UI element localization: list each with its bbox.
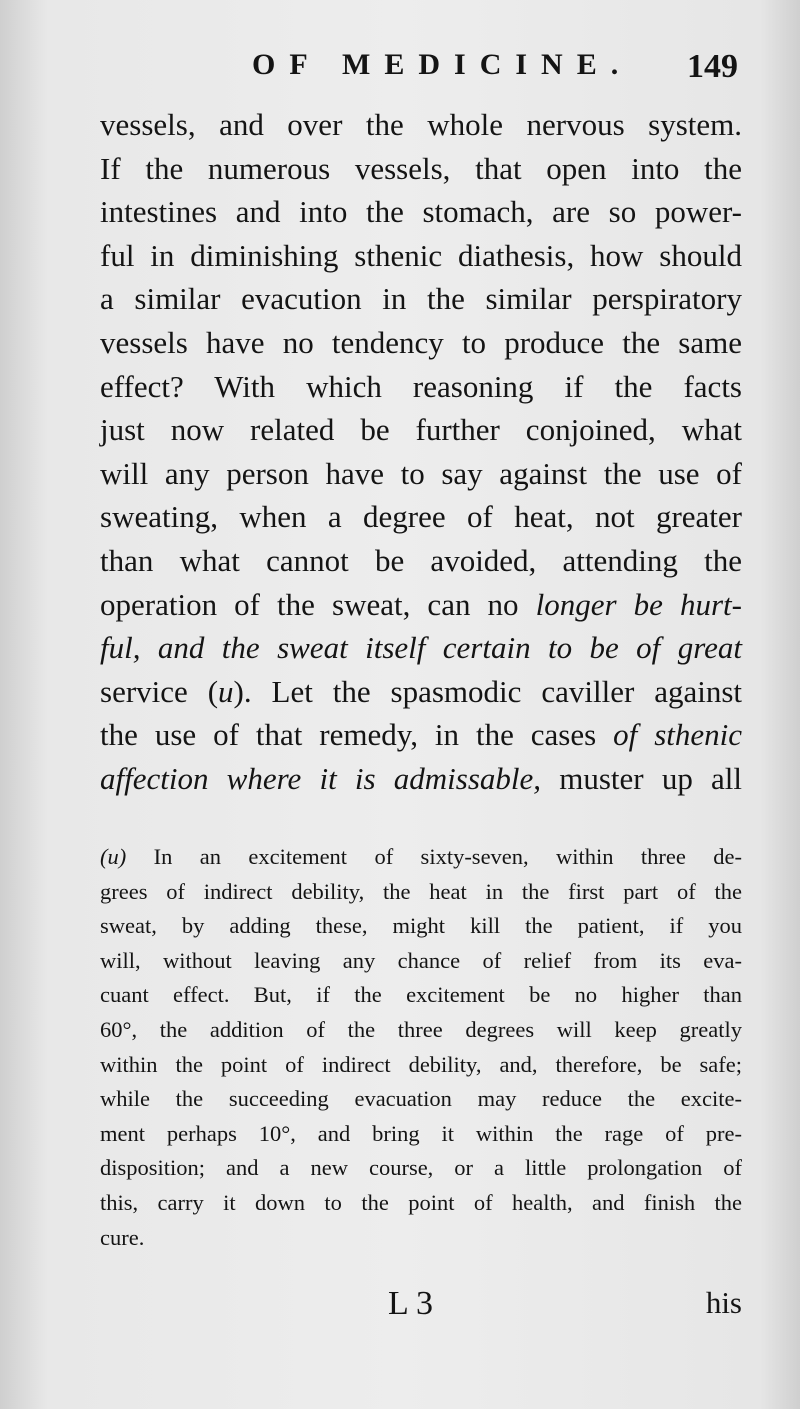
footnote-line <box>100 840 742 875</box>
text-line <box>100 277 742 321</box>
text-run: grees of indirect debility, the heat in the first part of the <box>100 878 742 904</box>
italic-text-run: ful, and the sweat itself certain to be of great <box>100 630 742 666</box>
text-line <box>100 495 742 539</box>
footnote-line <box>100 1221 742 1256</box>
footnote-line <box>100 1186 742 1221</box>
text-line <box>100 147 742 191</box>
text-line <box>100 539 742 583</box>
text-run: within the point of indirect debility, and, therefore, be safe; <box>100 1051 742 1077</box>
text-run: ). Let the spasmodic caviller against <box>233 673 743 709</box>
footnote-line <box>100 1117 742 1152</box>
text-run: than what cannot be avoided, attending the <box>100 542 742 578</box>
text-run: muster up all <box>541 760 743 796</box>
text-run: the use of that remedy, in the cases <box>100 717 614 753</box>
footnote-line <box>100 1013 742 1048</box>
footnote-line <box>100 909 742 944</box>
text-line <box>100 365 742 409</box>
text-line <box>100 408 742 452</box>
footnote-line <box>100 1048 742 1083</box>
text-run: 60°, the addition of the three degrees will keep greatly <box>100 1016 742 1042</box>
text-run: cuant effect. But, if the excitement be no higher than <box>100 982 742 1008</box>
footnote-line <box>100 1082 742 1117</box>
footnote-line <box>100 944 742 979</box>
text-run: ment perhaps 10°, and bring it within the rage of pre- <box>100 1120 742 1146</box>
text-line <box>100 626 742 670</box>
text-line <box>100 321 742 365</box>
text-run: will any person have to say against the use of <box>100 455 742 491</box>
text-line <box>100 190 742 234</box>
text-line <box>100 234 742 278</box>
text-line <box>100 103 742 147</box>
footnote-line <box>100 1151 742 1186</box>
text-run: sweat, by adding these, might kill the patient, if you <box>100 913 742 939</box>
text-run: cure. <box>100 1224 145 1250</box>
footnote-line <box>100 978 742 1013</box>
signature-mark: L 3 <box>388 1285 434 1322</box>
italic-text-run: (u) <box>100 844 127 869</box>
text-run: vessels, and over the whole nervous system. <box>100 107 742 142</box>
italic-text-run: u <box>218 673 234 709</box>
text-run: operation of the sweat, can no <box>100 586 536 622</box>
footnote-line <box>100 875 742 910</box>
text-run: effect? With which reasoning if the facts <box>100 368 742 404</box>
text-line <box>100 583 742 627</box>
text-run: just now related be further conjoined, what <box>100 412 742 448</box>
text-line <box>100 757 742 801</box>
text-run: In an excitement of sixty-seven, within three de- <box>126 844 742 869</box>
italic-text-run: affection where it is admissable, <box>100 760 542 796</box>
text-line <box>100 452 742 496</box>
text-run: ful in diminishing sthenic diathesis, how should <box>100 237 742 273</box>
text-line <box>100 713 742 757</box>
text-run: while the succeeding evacuation may reduce the excite- <box>100 1086 742 1112</box>
italic-text-run: longer be hurt- <box>535 586 742 622</box>
text-run: vessels have no tendency to produce the same <box>100 324 742 360</box>
text-run: disposition; and a new course, or a little prolongation of <box>100 1155 742 1181</box>
text-line <box>100 670 742 714</box>
text-run: a similar evacution in the similar perspiratory <box>100 281 742 317</box>
text-run: sweating, when a degree of heat, not greater <box>100 499 742 535</box>
running-head-title: OF MEDICINE. <box>252 48 633 81</box>
italic-text-run: of sthenic <box>613 717 743 753</box>
main-text <box>100 103 742 801</box>
text-run: intestines and into the stomach, are so power- <box>100 194 742 230</box>
catchword: his <box>705 1285 742 1320</box>
text-run: If the numerous vessels, that open into the <box>100 150 742 186</box>
text-run: this, carry it down to the point of health, and finish the <box>100 1189 742 1215</box>
footnote <box>100 840 742 1255</box>
page-number: 149 <box>687 48 738 85</box>
text-run: will, without leaving any chance of relief from its eva- <box>100 947 742 973</box>
text-run: service ( <box>100 673 219 709</box>
running-head <box>0 48 800 88</box>
